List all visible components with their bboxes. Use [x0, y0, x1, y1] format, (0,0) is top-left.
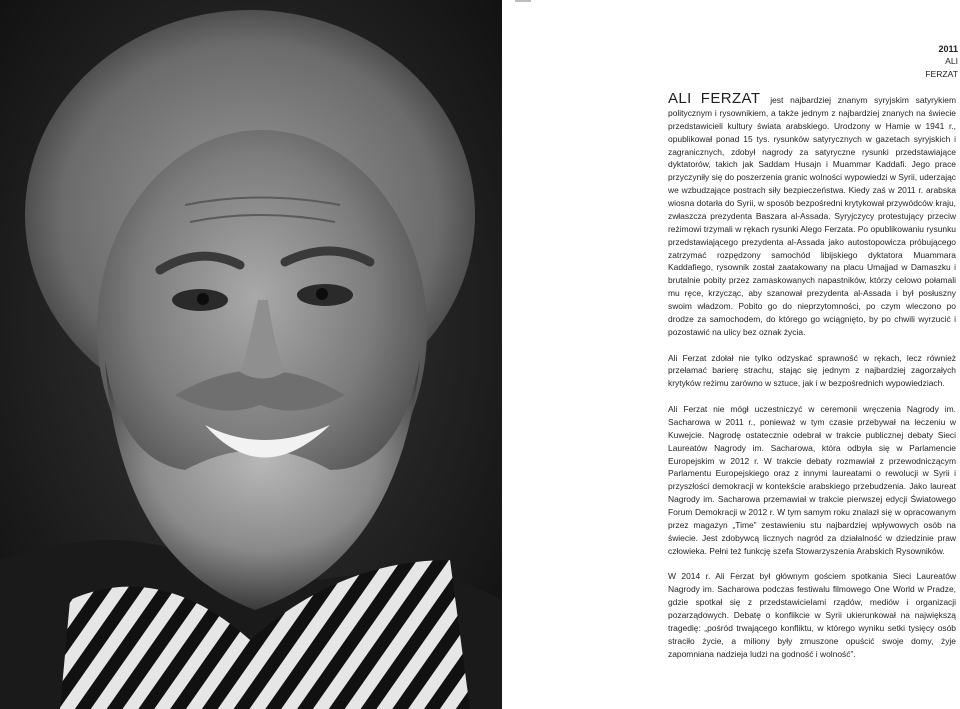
biography-paragraph-2: Ali Ferzat zdołał nie tylko odzyskać sprawność w rękach, lecz również przełamać barierę strachu, stając się jednym z najbardziej zagorzałych krytyków reżimu zarówno w sztuce, jak i w bezpośrednich wypowiedziach.: [668, 352, 956, 389]
paragraph-1-text: jest najbardziej znanym syryjskim satyrykiem politycznym i rysownikiem, a także jednym z najbardziej znanych na świecie przedstawicieli kultury świata arabskiego. Urodzony w Hamie w 1941 r., opublikował ponad 15 tys. rysunków satyrycznych w gazetach syryjskich i zagranicznych, zdobył nagrody za satyryczne rysunki przedstawiające dyktatorów, takich jak Saddam Husajn i Muammar Kaddafi. Jego prace przyczyniły się do poszerzenia granic wolności wypowiedzi w Syrii, uderzając we wzbudzające postrach siły bezpieczeństwa. Kiedy zaś w 2011 r. arabska wiosna dotarła do Syrii, w sposób bezpośredni krytykował przywódców kraju, zwłaszcza prezydenta Baszara al-Assada. Syryjczycy protestujący przeciw reżimowi trzymali w rękach rysunki Alego Ferzata. Po opublikowaniu rysunku przedstawiającego prezydenta al-Assada jako autostopowicza próbującego zatrzymać rozpędzony samochód libijskiego dyktatora Muammara Kaddafiego, rysownik został zaatakowany na placu Umajjad w Damaszku i brutalnie pobity przez zamaskowanych napastników, którzy celowo połamali mu ręce, krzycząc, aby szanował prezydenta al-Assada i był posłuszny swoim władzom. Pobito go do nieprzytomności, po czym wleczono po drodze za samochodem, do którego go wciągnięto, by po chwili wyrzucić i pozostawić na ulicy bez oznak życia.: [668, 95, 956, 337]
biography-paragraph-3: Ali Ferzat nie mógł uczestniczyć w ceremonii wręczenia Nagrody im. Sacharowa w 2011 r., ponieważ w tym czasie przebywał na leczeniu w Kuwejcie. Nagrodę ostatecznie odebrał w trakcie publicznej debaty Sieci Laureatów Nagrody im. Sacharowa, która odbyła się w Parlamencie Europejskim w 2012 r. W trakcie debaty rozmawiał z przewodniczącym Parlamentu Europejskiego oraz z innymi laureatami o rewolucji w Syrii i przyszłości demokracji w kontekście arabskiego przebudzenia. Jako laureat Nagrody im. Sacharowa przemawiał w trakcie pierwszej edycji Światowego Forum Demokracji w 2012 r. W tym samym roku znalazł się w opracowanym przez magazyn „Time” zestawieniu stu najbardziej wpływowych osób na świecie. Jest zdobywcą licznych nagród za działalność w dziedzinie praw człowieka. Pełni też funkcję szefa Stowarzyszenia Arabskich Rysowników.: [668, 404, 956, 556]
laureate-biography: [668, 90, 956, 673]
biography-paragraph-1: [668, 90, 956, 339]
header-first-name: ALI: [945, 56, 958, 67]
laureate-name-lead: ALI FERZAT: [668, 90, 761, 107]
header-last-name: FERZAT: [925, 68, 958, 79]
section-header: [758, 43, 958, 80]
header-year: 2011: [938, 44, 958, 54]
page-edge-mark: [515, 0, 531, 2]
biography-paragraph-4: W 2014 r. Ali Ferzat był głównym gościem spotkania Sieci Laureatów Nagrody im. Sacharowa podczas festiwalu filmowego One World w Pradze, gdzie spotkał się z przedstawicielami rządów, mediów i organizacji pozarządowych. Debatę o konflikcie w Syrii ukierunkował na największą tragedię: „pośród trwającego konfliktu, w którego wyniku setki tysięcy osób straciło życie, a miliony były zmuszone opuścić swoje domy, żyje zapomniana nadzieja ludzi na godność i wolność”.: [668, 571, 956, 659]
